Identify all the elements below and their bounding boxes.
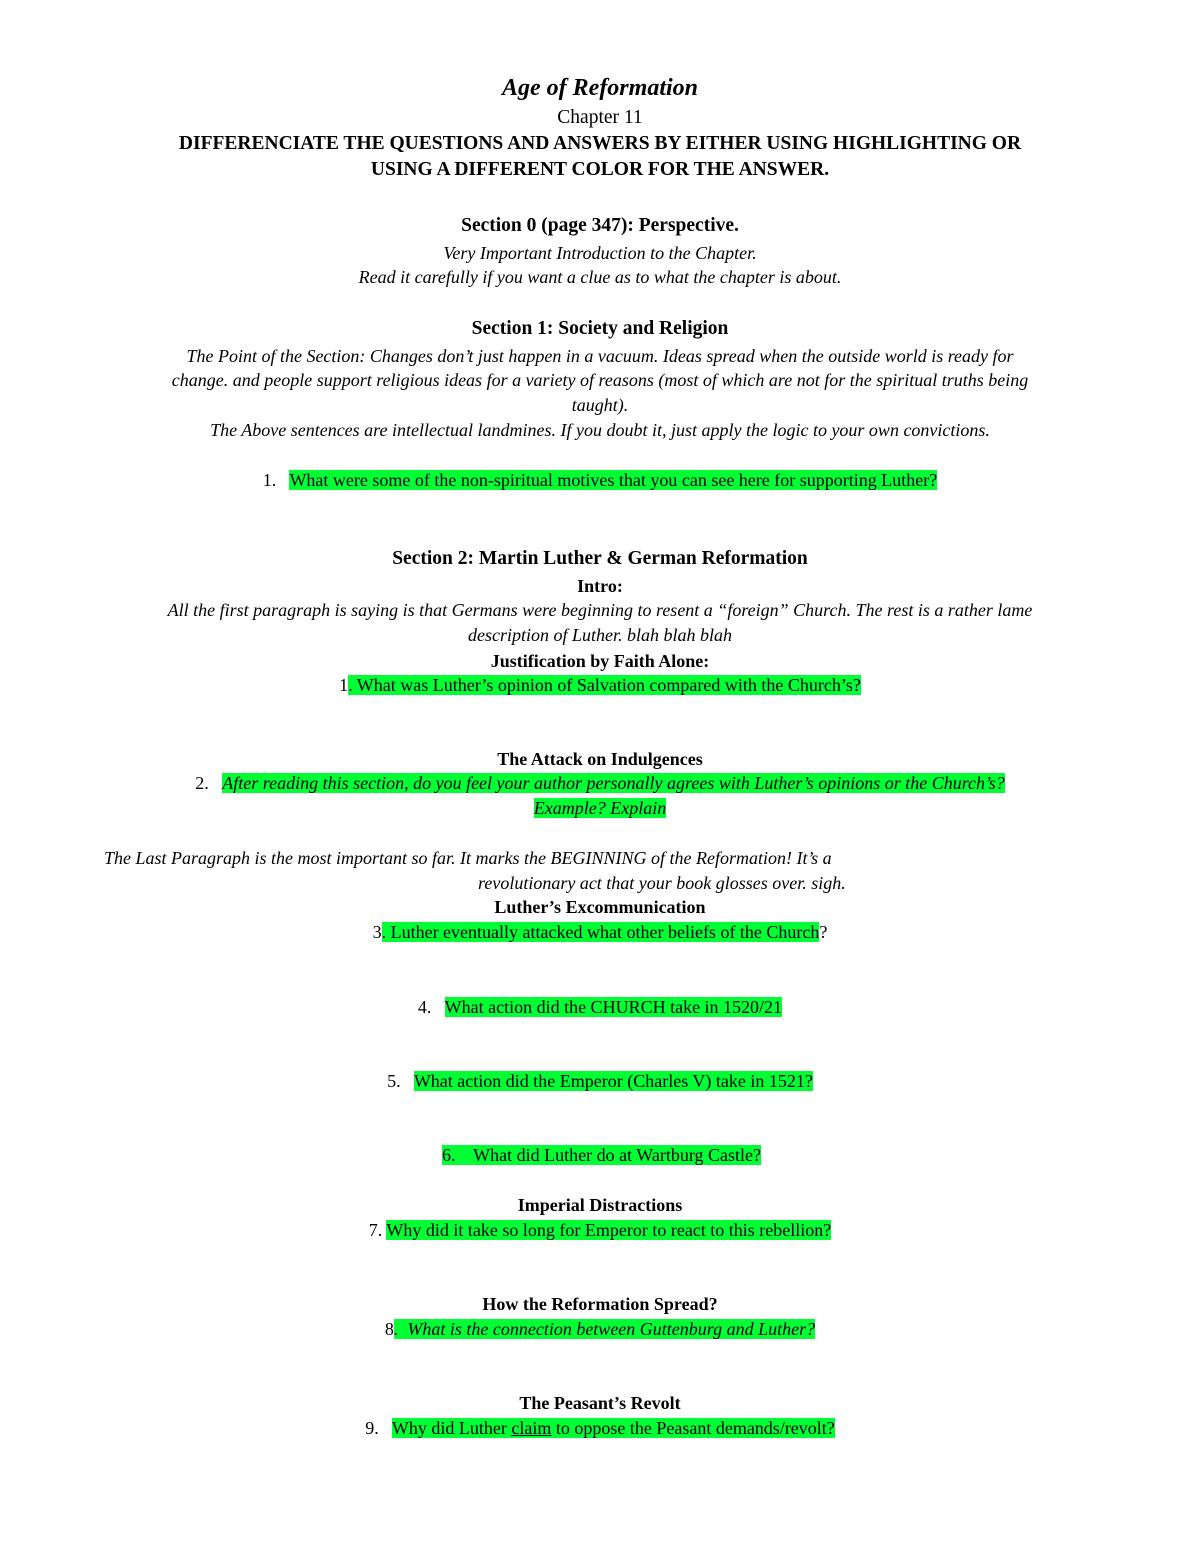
question-number: 4. (417, 997, 432, 1017)
question-number: 9. (365, 1418, 379, 1438)
question-text-continued: Example? Explain (533, 798, 667, 818)
question-text: . What was Luther’s opinion of Salvation compared with the Church’s? (348, 675, 861, 695)
peasants-revolt-heading: The Peasant’s Revolt (519, 1393, 681, 1413)
chapter-label: Chapter 11 (557, 107, 643, 128)
question-text: . What is the connection between Guttenburg and Luther? (393, 1319, 816, 1339)
question-text: After reading this section, do you feel your author personally agrees with Luther’s opinions or the Church’s? (222, 773, 1005, 793)
question-number: 8 (384, 1319, 394, 1339)
question-4 (60, 995, 1140, 1019)
section-1-note: The Above sentences are intellectual landmines. If you doubt it, just apply the logic to your own convictions. (210, 420, 990, 440)
question-text-start: Why did Luther (391, 1418, 512, 1438)
question-6 (442, 1143, 761, 1167)
question-text: 6. What did Luther do at Wartburg Castle? (442, 1145, 761, 1165)
question-number: 1. (262, 470, 277, 490)
question-7 (60, 1218, 1140, 1242)
question-number: 3 (372, 922, 382, 942)
instruction-line-2: USING A DIFFERENT COLOR FOR THE ANSWER. (370, 159, 830, 180)
imperial-distractions-heading: Imperial Distractions (517, 1195, 683, 1215)
indulgences-question-2-line-1 (60, 771, 1140, 795)
last-paragraph-line-1: The Last Paragraph is the most important so far. It marks the BEGINNING of the Reformation! It’s a (104, 848, 832, 868)
question-mark: ? (819, 922, 828, 942)
question-5 (60, 1069, 1140, 1093)
question-number: 7. (368, 1220, 383, 1240)
indulgences-heading: The Attack on Indulgences (497, 749, 703, 769)
section-1-heading: Section 1: Society and Religion (471, 318, 729, 339)
section-2-heading: Section 2: Martin Luther & German Reformation (392, 548, 808, 569)
last-paragraph-line-2: revolutionary act that your book glosses over. sigh. (478, 873, 846, 893)
document-title: Age of Reformation (502, 75, 698, 101)
question-text: What action did the Emperor (Charles V) take in 1521? (413, 1071, 813, 1091)
question-number: 1 (339, 675, 349, 695)
justification-heading: Justification by Faith Alone: (490, 651, 710, 671)
intro-line-2: description of Luther. blah blah blah (467, 625, 732, 645)
question-8 (60, 1317, 1140, 1341)
section-0-line-2: Read it carefully if you want a clue as to what the chapter is about. (358, 267, 842, 287)
section-1-point-line-2: change. and people support religious ideas for a variety of reasons (most of which are not for the spiritual truths being (171, 370, 1029, 390)
question-text (392, 1418, 835, 1438)
question-text-end: to oppose the Peasant demands/revolt? (551, 1418, 835, 1438)
section-1-question-1 (60, 468, 1140, 492)
instruction-line-1: DIFFERENCIATE THE QUESTIONS AND ANSWERS BY EITHER USING HIGHLIGHTING OR (178, 133, 1022, 154)
claim-underlined: claim (511, 1418, 552, 1438)
reformation-spread-heading: How the Reformation Spread? (482, 1294, 718, 1314)
excommunication-heading: Luther’s Excommunication (494, 897, 706, 917)
justification-question-1 (60, 673, 1140, 697)
question-text: What were some of the non-spiritual motives that you can see here for supporting Luther? (289, 470, 938, 490)
intro-heading: Intro: (577, 576, 623, 596)
question-9 (60, 1416, 1140, 1440)
section-1-point-line-3: taught). (571, 395, 629, 415)
indulgences-question-2-line-2 (60, 796, 1140, 820)
question-number: 2. (195, 773, 209, 793)
section-0-heading: Section 0 (page 347): Perspective. (461, 215, 739, 236)
question-text: What action did the CHURCH take in 1520/21 (444, 997, 783, 1017)
section-1-point-line-1: The Point of the Section: Changes don’t just happen in a vacuum. Ideas spread when the outside world is ready for (186, 346, 1014, 366)
excommunication-question-3 (60, 920, 1140, 944)
intro-line-1: All the first paragraph is saying is that Germans were beginning to resent a “foreign” Church. The rest is a rather lame (167, 600, 1033, 620)
question-text: Why did it take so long for Emperor to react to this rebellion? (386, 1220, 832, 1240)
question-number: 5. (387, 1071, 401, 1091)
question-text: . Luther eventually attacked what other beliefs of the Church (381, 922, 820, 942)
section-0-line-1: Very Important Introduction to the Chapter. (443, 243, 757, 263)
